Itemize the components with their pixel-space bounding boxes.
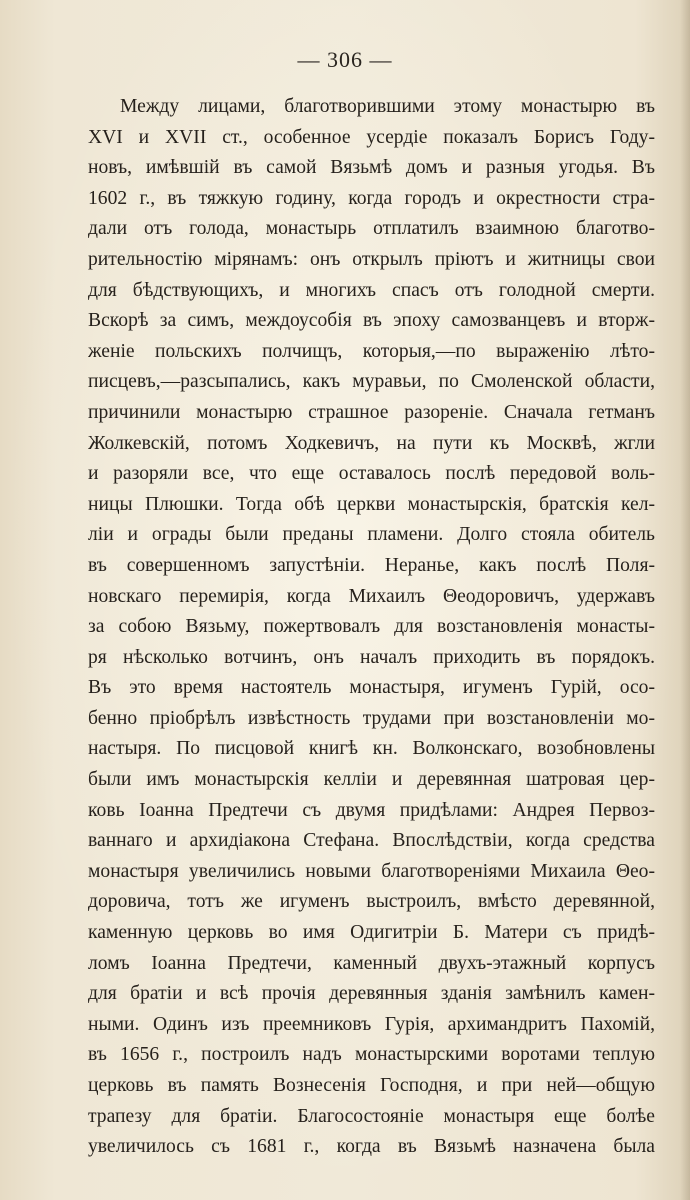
page-edge-shadow — [680, 0, 690, 1200]
text-line: церковь въ память Вознесенія Господня, и при ней—общую — [88, 1075, 655, 1096]
text-line: Въ это время настоятель монастыря, игуменъ Гурій, осо- — [88, 677, 655, 699]
text-line: бенно пріобрѣлъ извѣстность трудами при возстановленіи мо- — [88, 707, 655, 729]
text-line: причинили монастырю страшное разореніе. Сначала гетманъ — [88, 401, 655, 423]
text-line: писцевъ,—разсыпались, какъ муравьи, по Смоленской области, — [88, 371, 655, 393]
text-line: увеличилось съ 1681 г., когда въ Вязьмѣ назначена была — [88, 1136, 655, 1158]
text-line: ліи и ограды были преданы пламени. Долго стояла обитель — [88, 524, 655, 546]
text-line: Между лицами, благотворившими этому монастырю въ — [120, 96, 655, 117]
text-line: за собою Вязьму, пожертвовалъ для возстановленія монасты- — [88, 616, 655, 638]
body-text — [88, 92, 655, 1163]
page-number: — 306 — — [297, 47, 393, 72]
text-line: ными. Одинъ изъ преемниковъ Гурія, архимандритъ Пахомій, — [88, 1013, 655, 1035]
text-line: для бѣдствующихъ, и многихъ спасъ отъ голодной смерти. — [88, 279, 655, 301]
text-line: трапезу для братіи. Благосостояніе монастыря еще болѣе — [88, 1105, 655, 1127]
text-line: были имъ монастырскія келліи и деревянная шатровая цер- — [88, 769, 655, 791]
text-line: женіе польскихъ полчищъ, которыя,—по выраженію лѣто- — [88, 340, 655, 362]
text-line: новъ, имѣвшій въ самой Вязьмѣ домъ и разныя угодья. Въ — [88, 157, 655, 179]
text-line: XVI и XVII ст., особенное усердіе показалъ Борисъ Году- — [88, 126, 655, 148]
text-line: настыря. По писцовой книгѣ кн. Волконскаго, возобновлены — [88, 738, 655, 760]
text-line: ницы Плюшки. Тогда обѣ церкви монастырскія, братскія кел- — [88, 493, 655, 515]
text-line: Жолкевскій, потомъ Ходкевичъ, на пути къ Москвѣ, жгли — [88, 432, 655, 454]
text-line: ваннаго и архидіакона Стефана. Впослѣдствіи, когда средства — [88, 830, 655, 852]
text-line: монастыря увеличились новыми благотвореніями Михаила Θео- — [88, 860, 655, 882]
text-line: ломъ Іоанна Предтечи, каменный двухъ-этажный корпусъ — [88, 952, 655, 974]
text-line: и разоряли все, что еще оставалось послѣ передовой воль- — [88, 463, 655, 485]
text-line: для братіи и всѣ прочія деревянныя зданія замѣнилъ камен- — [88, 983, 655, 1005]
text-line: ря нѣсколько вотчинъ, онъ началъ приходить въ порядокъ. — [88, 646, 655, 668]
text-line: въ совершенномъ запустѣніи. Неранье, какъ послѣ Поля- — [88, 554, 655, 576]
text-line: ковь Іоанна Предтечи съ двумя придѣлами: Андрея Первоз- — [88, 799, 655, 821]
text-line: каменную церковь во имя Одигитріи Б. Матери съ придѣ- — [88, 922, 655, 944]
text-line: новскаго перемирія, когда Михаилъ Θеодоровичъ, удержавъ — [88, 585, 655, 607]
text-line: дали отъ голода, монастырь отплатилъ взаимною благотво- — [88, 218, 655, 240]
text-line: доровича, тотъ же игуменъ выстроилъ, вмѣсто деревянной, — [88, 891, 655, 913]
text-line: 1602 г., въ тяжкую годину, когда городъ и окрестности стра- — [88, 187, 655, 209]
text-line: въ 1656 г., построилъ надъ монастырскими воротами теплую — [88, 1044, 655, 1066]
text-line: Вскорѣ за симъ, междоусобія въ эпоху самозванцевъ и вторж- — [88, 310, 655, 332]
text-line: рительностію мірянамъ: онъ открылъ пріютъ и житницы свои — [88, 248, 655, 270]
